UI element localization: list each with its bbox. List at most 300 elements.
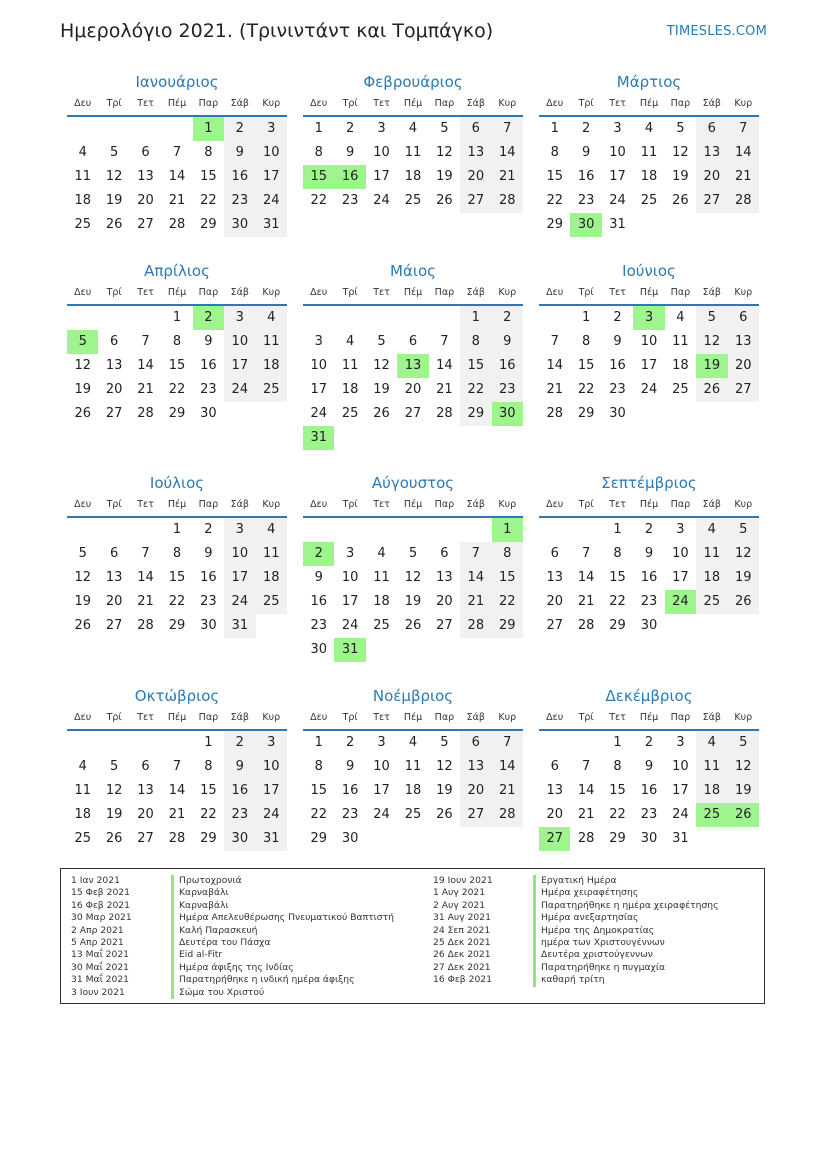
day-cell: 10: [672, 759, 689, 774]
weekday-label: Τετ: [609, 98, 626, 109]
day-cell: 8: [204, 145, 213, 160]
day-cell: 2: [345, 735, 355, 750]
weekday-label: Κυρ: [498, 499, 517, 510]
day-cell: 11: [640, 145, 658, 160]
day-cell: 28: [460, 614, 491, 638]
day-cell: 4: [256, 306, 287, 330]
empty-cell: [67, 306, 98, 330]
legend-row: [71, 887, 394, 899]
weekday-header: [67, 707, 287, 731]
weekday-label: Κυρ: [734, 712, 753, 723]
day-cell: 24: [672, 807, 689, 822]
empty-cell: [334, 306, 365, 330]
empty-cell: [539, 518, 570, 542]
weekday-label: Πέμ: [639, 287, 659, 298]
weekday-label: Κυρ: [734, 499, 753, 510]
day-cell: 20: [696, 165, 727, 189]
day-cell: 7: [172, 759, 182, 774]
day-cell: 24: [256, 803, 287, 827]
weekday-label: Τρί: [342, 98, 358, 109]
legend-holiday-name: καθαρή τρίτη: [533, 974, 605, 986]
holiday-day-cell: 2: [193, 306, 224, 330]
day-cell: 28: [546, 406, 563, 421]
day-cell: 2: [644, 522, 654, 537]
weekday-label: Κυρ: [498, 287, 517, 298]
holiday-legend: [60, 868, 765, 1004]
month-block: [303, 685, 523, 851]
holiday-day-cell: 30: [570, 213, 601, 237]
day-cell: 21: [168, 807, 186, 822]
weekday-label: Τετ: [373, 287, 390, 298]
day-cell: 9: [581, 145, 591, 160]
weekday-label: Παρ: [198, 98, 219, 109]
page-title: Ημερολόγιο 2021. (Τρινιντάντ και Τομπάγκο): [60, 20, 494, 42]
day-cell: 2: [345, 121, 355, 136]
day-cell: 10: [256, 141, 287, 165]
empty-cell: [539, 306, 570, 330]
day-grid: [539, 731, 759, 851]
legend-date: 16 Φεβ 2021: [433, 974, 492, 986]
holiday-day-cell: 26: [728, 803, 759, 827]
day-cell: 4: [345, 334, 355, 349]
weekday-label: Παρ: [434, 98, 455, 109]
day-cell: 28: [492, 803, 523, 827]
day-cell: 13: [105, 570, 123, 585]
day-grid: [67, 518, 287, 638]
day-cell: 8: [613, 546, 622, 561]
empty-cell: [67, 731, 98, 755]
day-cell: 10: [341, 570, 359, 585]
day-cell: 19: [74, 382, 91, 397]
day-cell: 20: [436, 594, 453, 609]
site-link[interactable]: TIMESLES.COM: [666, 24, 767, 39]
day-cell: 11: [696, 542, 727, 566]
day-cell: 14: [137, 358, 154, 373]
day-cell: 12: [728, 542, 759, 566]
day-cell: 5: [440, 121, 449, 136]
weekday-label: Πέμ: [403, 712, 423, 723]
weekday-label: Σάβ: [702, 499, 721, 510]
day-cell: 27: [137, 217, 154, 232]
day-cell: 25: [373, 618, 390, 633]
weekday-label: Πέμ: [403, 98, 423, 109]
day-cell: 29: [168, 406, 186, 421]
day-cell: 11: [256, 542, 287, 566]
day-cell: 16: [341, 783, 359, 798]
day-cell: 1: [172, 310, 182, 325]
legend-holiday-name: Δευτέρα χριστούγεννων: [533, 949, 653, 961]
legend-date: 16 Φεβ 2021: [71, 899, 130, 911]
day-cell: 29: [200, 217, 217, 232]
day-cell: 17: [373, 169, 390, 184]
day-cell: 8: [581, 334, 591, 349]
weekday-label: Παρ: [198, 712, 219, 723]
legend-holiday-name: Ημέρα ανεξαρτησίας: [533, 912, 638, 924]
month-name: Ιανουάριος: [135, 73, 219, 91]
weekday-label: Κυρ: [262, 98, 281, 109]
legend-date: 25 Δεκ 2021: [433, 936, 491, 948]
legend-row: [433, 875, 718, 887]
day-cell: 18: [672, 358, 689, 373]
day-cell: 24: [341, 618, 359, 633]
legend-holiday-name: Ημέρα άφιξης της Ινδίας: [171, 962, 294, 974]
day-cell: 11: [404, 145, 422, 160]
day-cell: 19: [728, 779, 759, 803]
weekday-label: Κυρ: [498, 712, 517, 723]
day-cell: 17: [609, 169, 626, 184]
day-cell: 16: [577, 169, 595, 184]
weekday-label: Δευ: [310, 287, 328, 298]
weekday-label: Τετ: [373, 98, 390, 109]
weekday-label: Τρί: [578, 98, 594, 109]
day-cell: 11: [341, 358, 359, 373]
weekday-label: Παρ: [198, 499, 219, 510]
legend-date: 19 Ιουν 2021: [433, 875, 493, 886]
day-grid: [67, 731, 287, 851]
empty-cell: [98, 518, 129, 542]
empty-cell: [303, 306, 334, 330]
day-cell: 10: [224, 542, 255, 566]
day-cell: 6: [408, 334, 418, 349]
weekday-label: Δευ: [74, 499, 92, 510]
month-block: [303, 71, 523, 213]
day-cell: 2: [613, 310, 622, 325]
day-cell: 1: [613, 522, 622, 537]
day-cell: 22: [492, 590, 523, 614]
empty-cell: [130, 306, 161, 330]
day-cell: 3: [256, 731, 287, 755]
weekday-label: Σάβ: [702, 712, 721, 723]
day-cell: 12: [436, 145, 453, 160]
day-cell: 30: [200, 406, 217, 421]
day-cell: 5: [109, 759, 119, 774]
day-cell: 26: [74, 618, 91, 633]
day-cell: 7: [492, 117, 523, 141]
day-cell: 27: [460, 189, 491, 213]
day-cell: 8: [204, 759, 213, 774]
day-cell: 26: [672, 193, 689, 208]
weekday-label: Τρί: [106, 712, 122, 723]
day-cell: 2: [581, 121, 591, 136]
day-cell: 29: [460, 402, 491, 426]
day-cell: 31: [224, 614, 255, 638]
day-cell: 31: [256, 827, 287, 851]
day-cell: 29: [609, 831, 626, 846]
day-cell: 6: [460, 117, 491, 141]
legend-holiday-name: Παρατηρήθηκε η πυγμαχία: [533, 962, 665, 974]
month-block: [303, 472, 523, 662]
day-cell: 8: [172, 334, 182, 349]
day-cell: 20: [728, 354, 759, 378]
day-cell: 21: [546, 382, 563, 397]
weekday-label: Σάβ: [466, 712, 485, 723]
month-name: Νοέμβριος: [372, 687, 454, 705]
legend-row: [71, 949, 394, 961]
empty-cell: [161, 731, 192, 755]
weekday-label: Παρ: [434, 712, 455, 723]
day-cell: 16: [310, 594, 327, 609]
day-cell: 6: [696, 117, 727, 141]
day-cell: 6: [440, 546, 449, 561]
month-block: [539, 260, 759, 426]
empty-cell: [98, 731, 129, 755]
legend-row: [71, 875, 394, 887]
holiday-day-cell: 15: [303, 165, 334, 189]
day-cell: 17: [256, 779, 287, 803]
day-cell: 5: [377, 334, 386, 349]
day-cell: 9: [204, 546, 213, 561]
weekday-label: Δευ: [310, 712, 328, 723]
day-cell: 13: [546, 570, 563, 585]
empty-cell: [303, 518, 334, 542]
weekday-label: Δευ: [310, 98, 328, 109]
day-cell: 7: [141, 546, 150, 561]
day-cell: 12: [74, 358, 91, 373]
day-cell: 17: [672, 570, 689, 585]
empty-cell: [130, 518, 161, 542]
day-cell: 17: [341, 594, 359, 609]
day-cell: 2: [644, 735, 654, 750]
day-cell: 18: [256, 566, 287, 590]
legend-holiday-name: Ημέρα Απελευθέρωσης Πνευματικού Βαπτιστή: [171, 912, 394, 924]
day-cell: 14: [460, 566, 491, 590]
empty-cell: [366, 518, 397, 542]
day-cell: 17: [310, 382, 327, 397]
day-grid: [67, 117, 287, 237]
day-cell: 8: [460, 330, 491, 354]
day-cell: 25: [341, 406, 359, 421]
legend-date: 26 Δεκ 2021: [433, 949, 491, 961]
day-cell: 4: [696, 518, 727, 542]
empty-cell: [539, 731, 570, 755]
day-cell: 7: [550, 334, 559, 349]
empty-cell: [570, 731, 601, 755]
weekday-label: Πέμ: [403, 287, 423, 298]
weekday-header: [67, 494, 287, 518]
day-cell: 7: [440, 334, 449, 349]
day-cell: 27: [105, 406, 123, 421]
day-cell: 5: [728, 731, 759, 755]
day-cell: 3: [345, 546, 355, 561]
day-grid: [539, 518, 759, 638]
day-cell: 22: [168, 594, 186, 609]
day-cell: 27: [404, 406, 422, 421]
day-cell: 13: [137, 783, 154, 798]
day-cell: 22: [609, 594, 626, 609]
day-cell: 22: [546, 193, 563, 208]
day-cell: 5: [440, 735, 449, 750]
day-cell: 27: [137, 831, 154, 846]
weekday-label: Σάβ: [466, 98, 485, 109]
legend-row: [433, 962, 718, 974]
month-name: Μάιος: [390, 262, 436, 280]
day-cell: 26: [696, 378, 727, 402]
weekday-header: [539, 93, 759, 117]
day-cell: 21: [137, 382, 154, 397]
day-cell: 1: [314, 121, 323, 136]
empty-cell: [429, 518, 460, 542]
weekday-header: [539, 707, 759, 731]
legend-date: 13 Μαΐ 2021: [71, 949, 130, 961]
weekday-label: Τρί: [106, 287, 122, 298]
day-cell: 27: [546, 618, 563, 633]
day-cell: 31: [672, 831, 689, 846]
day-cell: 19: [105, 807, 123, 822]
legend-row: [71, 900, 394, 912]
day-cell: 27: [696, 189, 727, 213]
weekday-label: Σάβ: [230, 499, 249, 510]
day-grid: [303, 117, 523, 213]
day-cell: 10: [640, 334, 658, 349]
day-cell: 3: [256, 117, 287, 141]
day-cell: 28: [577, 831, 595, 846]
weekday-label: Σάβ: [230, 98, 249, 109]
day-cell: 26: [728, 590, 759, 614]
day-cell: 19: [436, 169, 453, 184]
day-cell: 17: [224, 566, 255, 590]
day-cell: 9: [204, 334, 213, 349]
day-cell: 23: [341, 807, 359, 822]
day-cell: 3: [613, 121, 622, 136]
day-cell: 9: [613, 334, 622, 349]
day-cell: 9: [314, 570, 323, 585]
day-cell: 22: [310, 193, 327, 208]
day-cell: 12: [373, 358, 390, 373]
holiday-day-cell: 16: [334, 165, 365, 189]
day-cell: 8: [314, 145, 323, 160]
day-cell: 17: [373, 783, 390, 798]
day-cell: 18: [256, 354, 287, 378]
holiday-day-cell: 19: [696, 354, 727, 378]
legend-holiday-name: ημέρα των Χριστουγέννων: [533, 937, 665, 949]
weekday-label: Τρί: [342, 287, 358, 298]
day-cell: 27: [728, 378, 759, 402]
day-cell: 26: [105, 217, 123, 232]
day-cell: 22: [200, 193, 217, 208]
legend-date: 31 Μαΐ 2021: [71, 974, 130, 986]
legend-holiday-name: Καλή Παρασκευή: [171, 925, 257, 937]
weekday-label: Κυρ: [262, 287, 281, 298]
day-cell: 14: [492, 141, 523, 165]
legend-row: [71, 937, 394, 949]
day-cell: 5: [696, 306, 727, 330]
day-cell: 24: [256, 189, 287, 213]
day-cell: 6: [460, 731, 491, 755]
day-cell: 6: [109, 334, 119, 349]
weekday-label: Κυρ: [262, 499, 281, 510]
day-cell: 1: [460, 306, 491, 330]
month-name: Ιούλιος: [149, 474, 205, 492]
day-cell: 26: [74, 406, 91, 421]
day-cell: 18: [341, 382, 359, 397]
day-cell: 4: [408, 735, 418, 750]
day-cell: 12: [696, 330, 727, 354]
day-cell: 4: [377, 546, 386, 561]
day-cell: 29: [200, 831, 217, 846]
weekday-header: [67, 93, 287, 117]
day-cell: 9: [345, 145, 355, 160]
day-grid: [539, 306, 759, 426]
day-cell: 23: [577, 193, 595, 208]
day-cell: 23: [310, 618, 327, 633]
day-cell: 20: [460, 779, 491, 803]
weekday-label: Σάβ: [702, 98, 721, 109]
day-cell: 3: [314, 334, 323, 349]
empty-cell: [334, 518, 365, 542]
legend-date: 2 Απρ 2021: [71, 924, 124, 936]
holiday-day-cell: 3: [633, 306, 664, 330]
day-cell: 24: [310, 406, 327, 421]
day-cell: 14: [728, 141, 759, 165]
holiday-day-cell: 13: [397, 354, 428, 378]
month-block: [303, 260, 523, 450]
day-cell: 5: [109, 145, 119, 160]
day-cell: 29: [577, 406, 595, 421]
day-cell: 9: [345, 759, 355, 774]
day-cell: 16: [640, 783, 658, 798]
weekday-label: Τρί: [578, 499, 594, 510]
day-cell: 10: [373, 145, 390, 160]
day-cell: 12: [404, 570, 422, 585]
weekday-label: Παρ: [670, 287, 691, 298]
day-cell: 4: [256, 518, 287, 542]
weekday-label: Πέμ: [167, 287, 187, 298]
holiday-day-cell: 27: [539, 827, 570, 851]
day-cell: 20: [404, 382, 422, 397]
day-cell: 3: [676, 522, 685, 537]
day-cell: 7: [460, 542, 491, 566]
weekday-label: Παρ: [434, 499, 455, 510]
weekday-label: Τρί: [578, 712, 594, 723]
weekday-label: Παρ: [670, 712, 691, 723]
empty-cell: [130, 731, 161, 755]
empty-cell: [98, 117, 129, 141]
day-cell: 11: [672, 334, 689, 349]
empty-cell: [397, 518, 428, 542]
weekday-header: [303, 494, 523, 518]
holiday-day-cell: 25: [696, 803, 727, 827]
day-cell: 15: [168, 570, 186, 585]
day-cell: 21: [728, 165, 759, 189]
day-cell: 13: [436, 570, 453, 585]
day-cell: 9: [644, 759, 654, 774]
day-cell: 8: [613, 759, 622, 774]
day-cell: 24: [224, 378, 255, 402]
day-cell: 25: [640, 193, 658, 208]
day-cell: 11: [404, 759, 422, 774]
day-cell: 12: [105, 783, 123, 798]
empty-cell: [366, 306, 397, 330]
day-cell: 24: [373, 193, 390, 208]
day-cell: 12: [105, 169, 123, 184]
day-cell: 12: [728, 755, 759, 779]
day-cell: 24: [609, 193, 626, 208]
day-cell: 9: [224, 755, 255, 779]
day-cell: 7: [581, 759, 591, 774]
empty-cell: [67, 518, 98, 542]
month-name: Απρίλιος: [144, 262, 210, 280]
day-cell: 15: [168, 358, 186, 373]
day-cell: 19: [436, 783, 453, 798]
weekday-label: Τετ: [137, 287, 154, 298]
legend-row: [433, 925, 718, 937]
legend-holiday-name: Καρναβάλι: [171, 900, 229, 912]
weekday-label: Δευ: [310, 499, 328, 510]
weekday-label: Παρ: [670, 499, 691, 510]
day-cell: 19: [373, 382, 390, 397]
weekday-label: Κυρ: [734, 287, 753, 298]
day-cell: 2: [492, 306, 523, 330]
